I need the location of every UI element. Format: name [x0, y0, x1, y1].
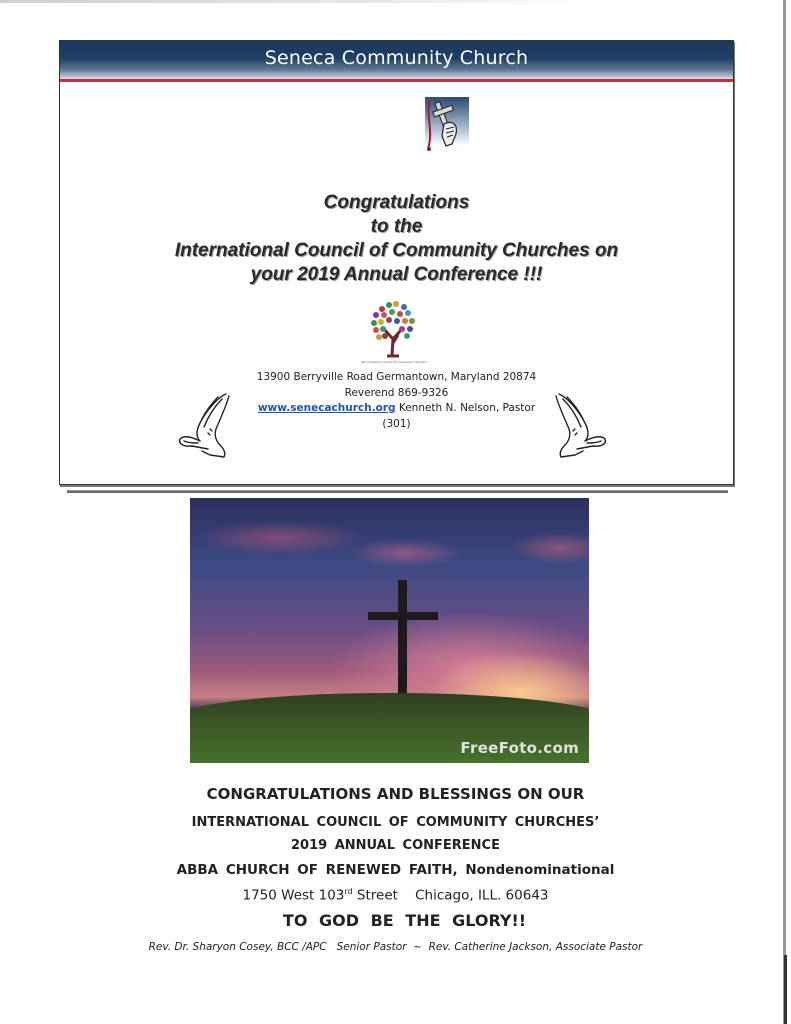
cross-sunset-photo — [190, 498, 589, 763]
church-contact-info — [60, 370, 733, 432]
city-zip: Chicago, ILL. 60643 — [415, 887, 549, 904]
pastors-line: Rev. Dr. Sharyon Cosey, BCC /APC Senior Pastor ~ Rev. Catherine Jackson, Associate Pastor — [148, 941, 643, 953]
congratulations-message — [60, 191, 733, 287]
street-post: Street — [352, 887, 398, 904]
tree-of-hands-logo-icon — [354, 299, 434, 365]
cross-silhouette-arm — [368, 612, 438, 620]
abba-church-address — [0, 887, 791, 904]
pastor-name: Kenneth N. Nelson, Pastor — [398, 402, 536, 414]
website-link[interactable]: www.senecachurch.org — [257, 402, 396, 414]
praying-hands-icon — [174, 389, 236, 459]
blessings-heading: CONGRATULATIONS AND BLESSINGS ON OUR — [206, 785, 585, 803]
praying-hands-icon — [549, 389, 611, 459]
abba-church-name — [0, 862, 791, 878]
council-name: INTERNATIONAL COUNCIL OF COMMUNITY CHURCHES’ — [191, 815, 600, 830]
scan-top-edge — [0, 0, 600, 3]
ad-header-banner — [60, 41, 733, 82]
cross-silhouette-icon — [398, 580, 407, 696]
tree-logo-caption: International Council of Community Churches — [361, 360, 427, 364]
seneca-ad-box — [59, 40, 734, 485]
congrats-line: International Council of Community Churches on — [174, 240, 619, 261]
area-code: (301) — [382, 417, 411, 430]
website-pastor-line — [60, 401, 733, 417]
photo-watermark: FreeFoto.com — [460, 739, 579, 757]
glory-line: TO GOD BE THE GLORY!! — [282, 911, 527, 930]
denomination: Nondenominational — [457, 862, 615, 878]
congrats-line: to the — [370, 216, 423, 237]
scan-right-edge-dark — [784, 955, 787, 1024]
section-divider — [67, 490, 728, 493]
conference-name: 2019 ANNUAL CONFERENCE — [291, 838, 500, 853]
reverend-phone: Reverend 869-9326 — [344, 386, 449, 399]
congrats-line: your 2019 Annual Conference !!! — [250, 264, 543, 285]
congrats-line: Congratulations — [323, 192, 470, 213]
street-pre: 1750 West 103 — [242, 887, 345, 904]
cross-in-hand-logo-icon — [422, 94, 472, 156]
abba-church-bold: ABBA CHURCH OF RENEWED FAITH, — [176, 862, 458, 878]
church-address: 13900 Berryville Road Germantown, Maryland 20874 — [256, 371, 537, 383]
street-ordinal: rd — [344, 887, 353, 896]
ad-header-title: Seneca Community Church — [264, 47, 529, 69]
